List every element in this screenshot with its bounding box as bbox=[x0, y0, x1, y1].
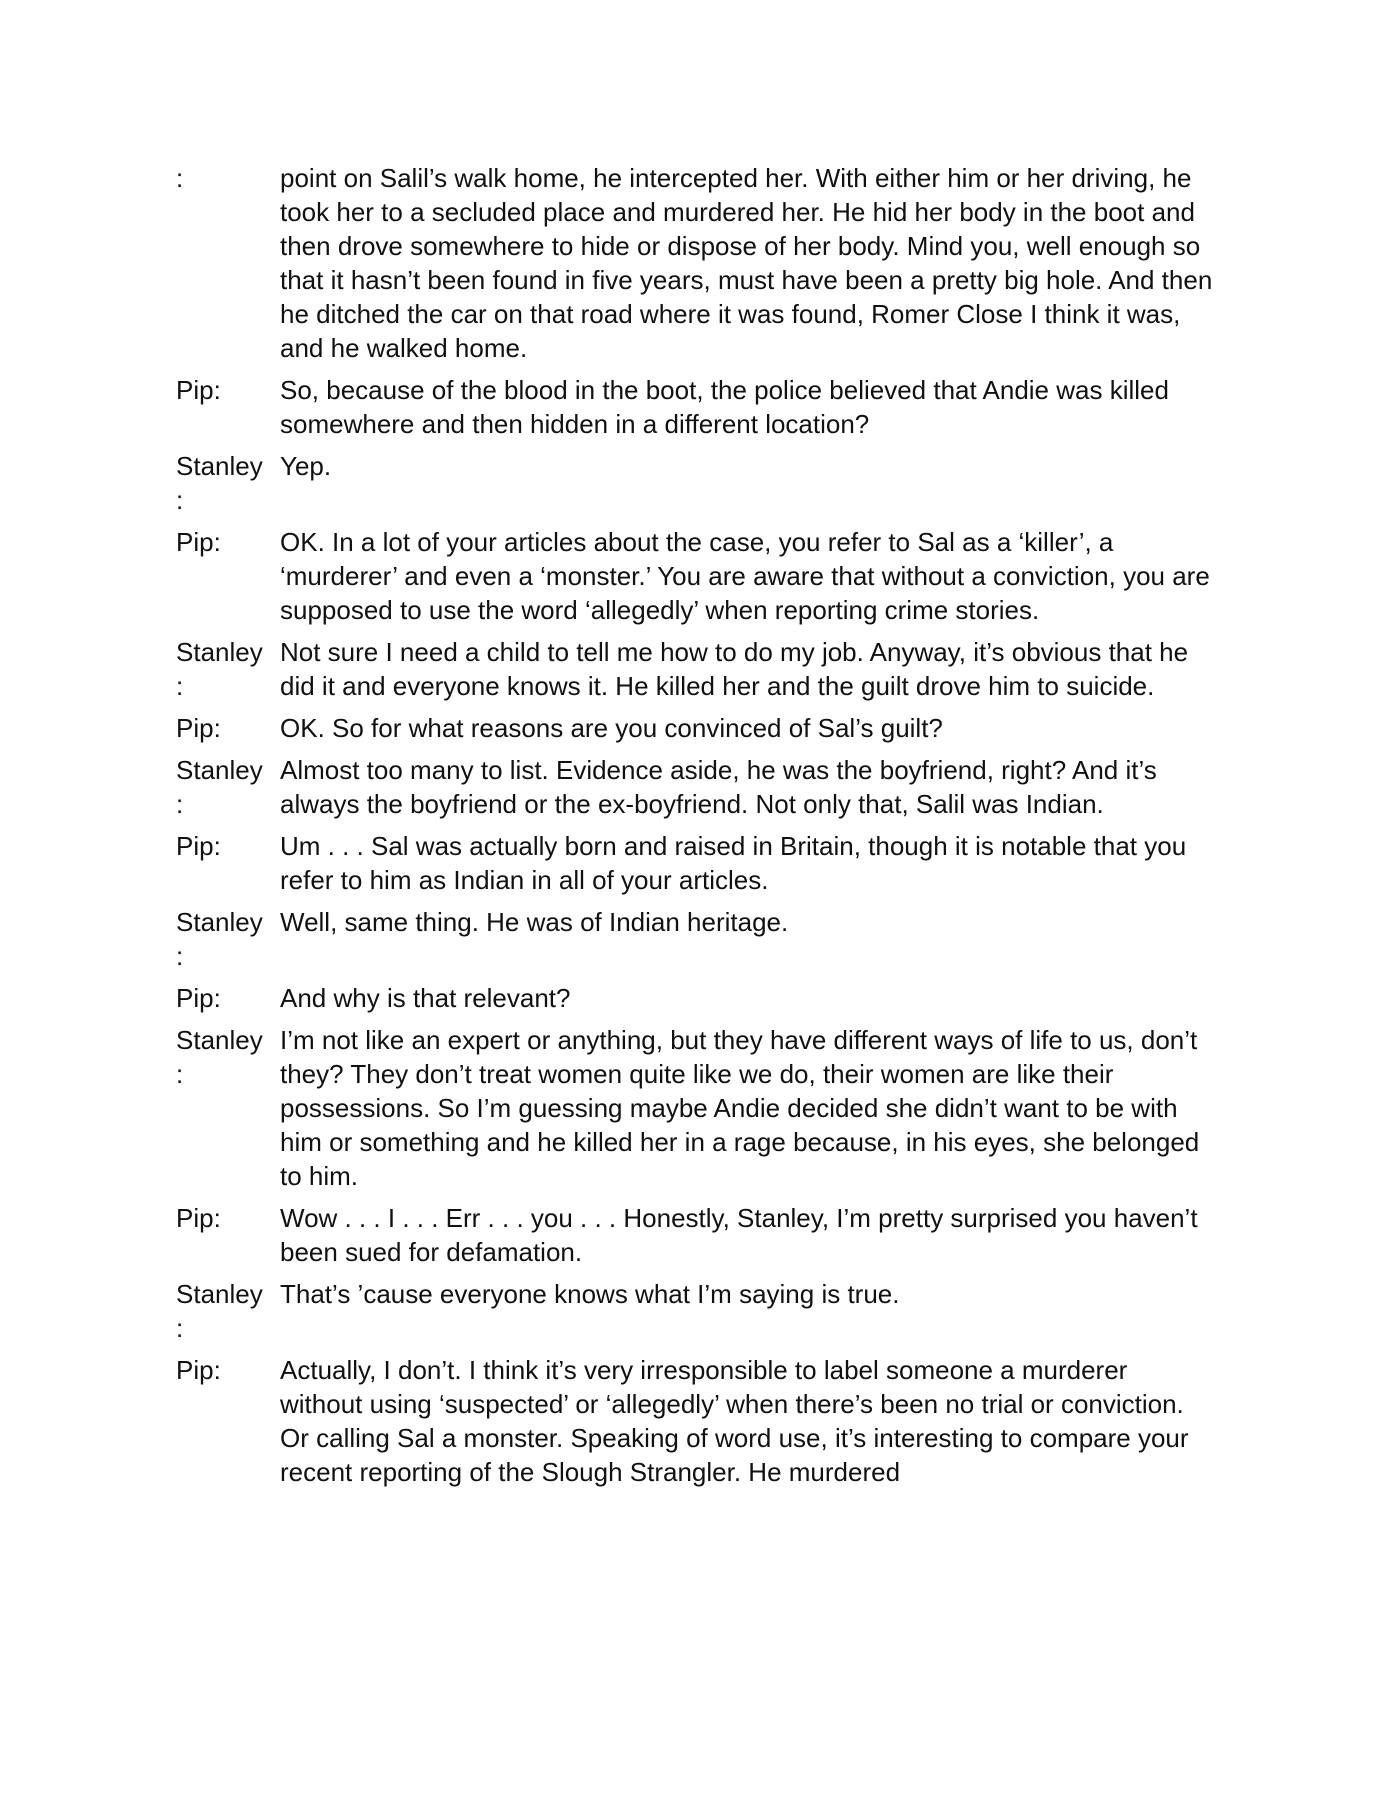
transcript-entry bbox=[176, 829, 1226, 897]
transcript-entry bbox=[176, 1353, 1226, 1489]
speaker-label: Pip: bbox=[176, 1203, 221, 1233]
dialogue-text: point on Salil’s walk home, he intercepted her. With either him or her driving, he took her to a secluded place and murdered her. He hid her body in the boot and then drove somewhere to hide or dispose of her body. Mind you, well enough so that it hasn’t been found in five years, must have been a pretty big hole. And then he ditched the car on that road where it was found, Romer Close I think it was, and he walked home. bbox=[280, 163, 1213, 363]
speaker-label: Pip: bbox=[176, 527, 221, 557]
speaker-label: Pip: bbox=[176, 713, 221, 743]
speaker-label: Stanley : bbox=[176, 1279, 263, 1343]
dialogue-text: Wow . . . I . . . Err . . . you . . . Honestly, Stanley, I’m pretty surprised you haven’t been sued for defamation. bbox=[280, 1203, 1198, 1267]
transcript-entry bbox=[176, 635, 1226, 703]
dialogue-text: Almost too many to list. Evidence aside, he was the boyfriend, right? And it’s always the boyfriend or the ex-boyfriend. Not only that, Salil was Indian. bbox=[280, 755, 1157, 819]
speaker-label: Stanley : bbox=[176, 907, 263, 971]
dialogue-text: Um . . . Sal was actually born and raised in Britain, though it is notable that you refer to him as Indian in all of your articles. bbox=[280, 831, 1187, 895]
speaker-label: Pip: bbox=[176, 1355, 221, 1385]
dialogue-text: That’s ’cause everyone knows what I’m saying is true. bbox=[280, 1279, 900, 1309]
transcript-entry bbox=[176, 525, 1226, 627]
transcript-entry bbox=[176, 981, 1226, 1015]
speaker-label: Pip: bbox=[176, 375, 221, 405]
speaker-label: Pip: bbox=[176, 983, 221, 1013]
dialogue-text: And why is that relevant? bbox=[280, 983, 571, 1013]
dialogue-text: Not sure I need a child to tell me how to do my job. Anyway, it’s obvious that he did it and everyone knows it. He killed her and the guilt drove him to suicide. bbox=[280, 637, 1189, 701]
dialogue-text: Actually, I don’t. I think it’s very irresponsible to label someone a murderer without using ‘suspected’ or ‘allegedly’ when there’s been no trial or conviction. Or calling Sal a monster. Speaking of word use, it’s interesting to compare your recent reporting of the Slough Strangler. He murdered bbox=[280, 1355, 1189, 1487]
transcript-entry bbox=[176, 711, 1226, 745]
transcript-entry bbox=[176, 753, 1226, 821]
dialogue-text: OK. So for what reasons are you convinced of Sal’s guilt? bbox=[280, 713, 943, 743]
dialogue-text: So, because of the blood in the boot, the police believed that Andie was killed somewhere and then hidden in a different location? bbox=[280, 375, 1169, 439]
dialogue-text: I’m not like an expert or anything, but they have different ways of life to us, don’t they? They don’t treat women quite like we do, their women are like their possessions. So I’m guessing maybe Andie decided she didn’t want to be with him or something and he killed her in a rage because, in his eyes, she belonged to him. bbox=[280, 1025, 1200, 1191]
interview-transcript bbox=[176, 161, 1226, 1497]
speaker-label: Pip: bbox=[176, 831, 221, 861]
dialogue-text: Well, same thing. He was of Indian heritage. bbox=[280, 907, 789, 937]
transcript-entry bbox=[176, 373, 1226, 441]
dialogue-text: Yep. bbox=[280, 451, 332, 481]
transcript-entry bbox=[176, 1023, 1226, 1193]
transcript-entry bbox=[176, 1277, 1226, 1345]
transcript-entry bbox=[176, 1201, 1226, 1269]
transcript-entry bbox=[176, 905, 1226, 973]
transcript-entry bbox=[176, 161, 1226, 365]
speaker-label: Stanley : bbox=[176, 1025, 263, 1089]
dialogue-text: OK. In a lot of your articles about the case, you refer to Sal as a ‘killer’, a ‘murderer’ and even a ‘monster.’ You are aware that without a conviction, you are supposed to use the word ‘allegedly’ when reporting crime stories. bbox=[280, 527, 1210, 625]
speaker-label: Stanley : bbox=[176, 637, 263, 701]
speaker-label: : bbox=[176, 163, 184, 193]
speaker-label: Stanley : bbox=[176, 755, 263, 819]
speaker-label: Stanley : bbox=[176, 451, 263, 515]
transcript-entry bbox=[176, 449, 1226, 517]
